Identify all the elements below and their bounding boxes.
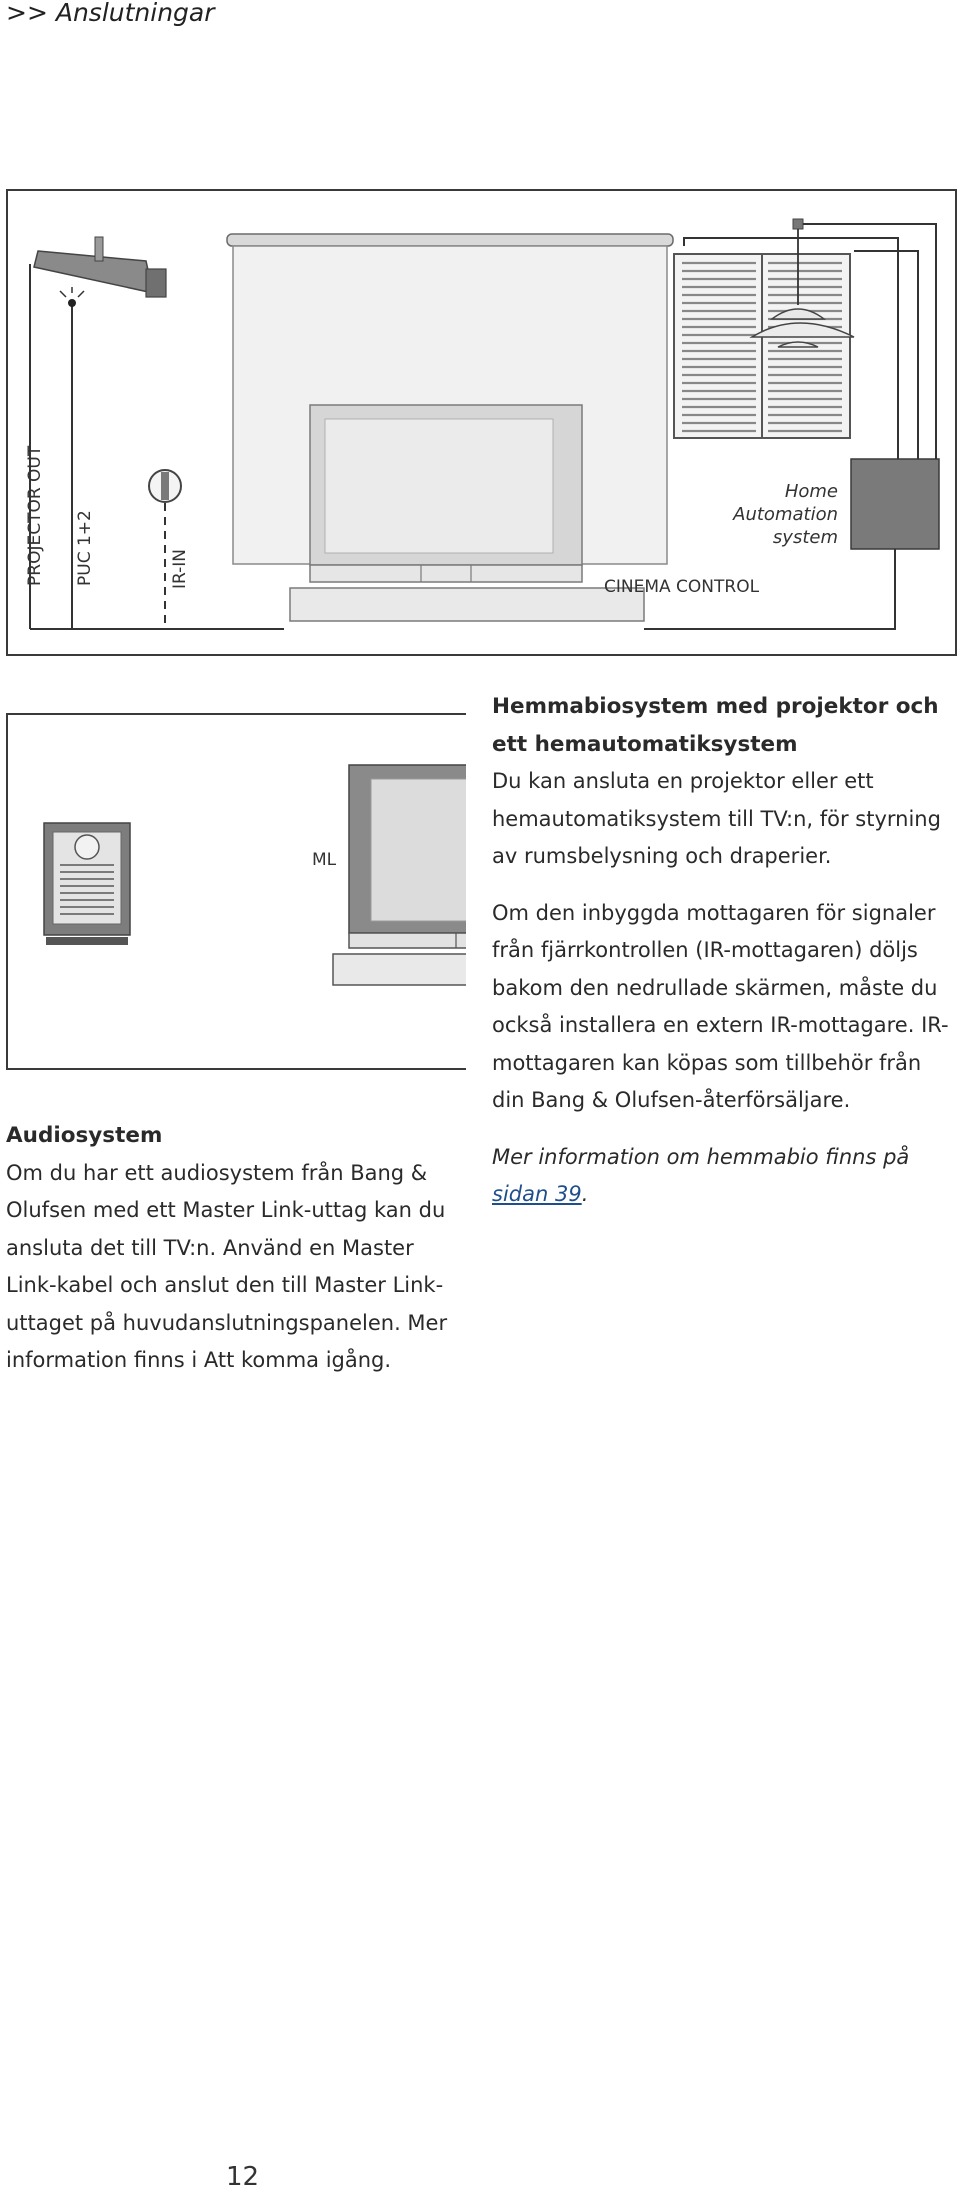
puc-label: PUC 1+2 — [75, 510, 95, 586]
right-column — [492, 688, 960, 1214]
home-automation-line3: system — [772, 527, 838, 548]
home-automation-line2: Automation — [733, 504, 838, 525]
ir-receiver-paragraph: Om den inbyggda mottagaren för signaler från fjärrkontrollen (IR-mottagaren) döljs bakom den nedrullade skärmen, måste du också installera en extern IR-mottagare. IR-mottagaren kan köpas som tillbehör från din Bang & Olufsen-återförsäljare. — [492, 900, 949, 1112]
audio-system-diagram — [6, 713, 466, 1070]
left-column — [6, 1117, 462, 1380]
home-cinema-diagram — [6, 189, 957, 656]
projector-icon — [34, 237, 166, 609]
home-automation-box-icon — [851, 459, 939, 549]
more-info-prefix: Mer information om hemmabio finns på — [492, 1144, 910, 1169]
ml-label: ML — [312, 850, 337, 870]
home-automation-label — [708, 480, 838, 549]
more-info-suffix: . — [581, 1182, 589, 1206]
home-automation-line1: Home — [784, 481, 838, 502]
ir-in-label: IR-IN — [170, 548, 190, 589]
hemmabio-intro: Du kan ansluta en projektor eller ett hemautomatiksystem till TV:n, för styrning av rumsbelysning och draperier. — [492, 769, 941, 868]
cinema-control-label: CINEMA CONTROL — [604, 577, 760, 597]
blinds-icon — [674, 254, 850, 438]
audiosystem-body: Om du har ett audiosystem från Bang & Olufsen med ett Master Link-uttag kan du ansluta det till TV:n. Använd en Master Link-kabel och anslut den till Master Link-uttaget på huvudanslutningspanelen. Mer information finns i Att komma igång. — [6, 1160, 448, 1372]
audio-system-icon — [44, 823, 130, 945]
more-info-paragraph — [492, 1139, 960, 1214]
page-number: 12 — [226, 2162, 260, 2192]
tv-icon — [333, 765, 466, 985]
hemmabio-heading: Hemmabiosystem med projektor och ett hemautomatiksystem — [492, 694, 939, 757]
projector-out-label: PROJECTOR OUT — [25, 445, 45, 586]
audiosystem-heading: Audiosystem — [6, 1123, 163, 1148]
breadcrumb: >> Anslutningar — [6, 0, 215, 27]
page-39-link[interactable]: sidan 39 — [492, 1182, 582, 1206]
